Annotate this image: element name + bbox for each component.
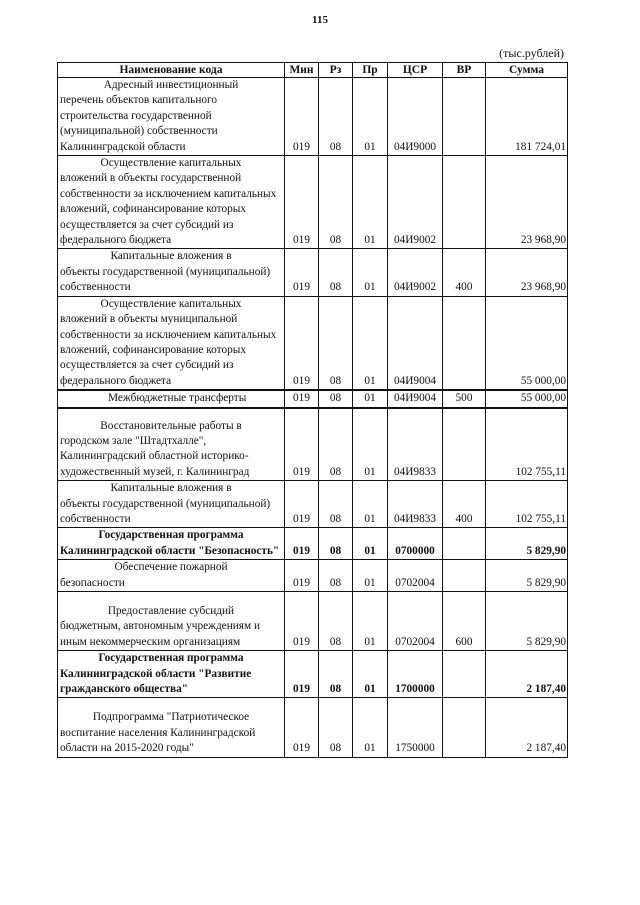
row-sum: 55 000,00 (486, 296, 568, 390)
table-row (58, 481, 568, 528)
row-name-rest: вложений в объекты государственной собственности за исключением капитальных вложений, софинансирование которых осуществляется за счет субсидий из федерального бюджета (60, 172, 277, 247)
table-row (58, 296, 568, 390)
row-csr: 0702004 (388, 560, 443, 592)
table-row (58, 528, 568, 560)
row-vr (443, 651, 486, 698)
row-rz: 08 (319, 78, 353, 156)
row-name-first: Государственная программа (98, 652, 244, 665)
row-pr: 01 (353, 528, 388, 560)
row-sum: 5 829,90 (486, 528, 568, 560)
row-vr (443, 156, 486, 249)
row-min: 019 (285, 390, 319, 407)
row-csr: 04И9000 (388, 78, 443, 156)
row-rz: 08 (319, 249, 353, 296)
row-name-first: Осуществление капитальных (100, 157, 242, 170)
row-name (58, 156, 285, 249)
row-name (58, 408, 285, 481)
row-pr: 01 (353, 698, 388, 757)
row-csr: 0702004 (388, 592, 443, 651)
row-name-rest: вложений в объекты муниципальной собственности за исключением капитальных вложений, софинансирование которых осуществляется за счет субсидий из федерального бюджета (60, 313, 277, 387)
row-name (58, 560, 285, 592)
row-rz: 08 (319, 296, 353, 390)
row-min: 019 (285, 651, 319, 698)
row-name-first: Подпрограмма "Патриотическое (92, 711, 250, 724)
row-rz: 08 (319, 560, 353, 592)
table-row (58, 408, 568, 481)
row-vr (443, 560, 486, 592)
row-name-rest: перечень объектов капитального строительства государственной (муниципальной) собственности Калининградской области (60, 94, 218, 153)
row-sum: 2 187,40 (486, 651, 568, 698)
row-csr: 04И9833 (388, 481, 443, 528)
row-name-rest: Калининградской области "Развитие гражданского общества" (60, 667, 252, 696)
row-sum: 23 968,90 (486, 156, 568, 249)
row-csr: 04И9004 (388, 390, 443, 407)
row-vr: 400 (443, 481, 486, 528)
header-vr: ВР (443, 63, 486, 78)
row-pr: 01 (353, 560, 388, 592)
row-name-first: Капитальные вложения в (110, 250, 232, 263)
row-pr: 01 (353, 296, 388, 390)
row-vr: 600 (443, 592, 486, 651)
row-pr: 01 (353, 408, 388, 481)
row-min: 019 (285, 481, 319, 528)
table-header-row (58, 63, 568, 78)
row-min: 019 (285, 698, 319, 757)
header-sum: Сумма (486, 63, 568, 78)
row-min: 019 (285, 156, 319, 249)
row-name (58, 651, 285, 698)
row-name-rest: бюджетным, автономным учреждениям и иным некоммерческим организациям (60, 620, 261, 648)
row-csr: 04И9002 (388, 156, 443, 249)
row-sum: 23 968,90 (486, 249, 568, 296)
table-row (58, 78, 568, 156)
row-pr: 01 (353, 78, 388, 156)
row-sum: 5 829,90 (486, 560, 568, 592)
row-csr: 0700000 (388, 528, 443, 560)
row-pr: 01 (353, 249, 388, 296)
row-pr: 01 (353, 651, 388, 698)
row-name-first: Государственная программа (98, 529, 244, 542)
row-sum: 102 755,11 (486, 481, 568, 528)
row-min: 019 (285, 528, 319, 560)
row-rz: 08 (319, 528, 353, 560)
row-csr: 1700000 (388, 651, 443, 698)
row-min: 019 (285, 249, 319, 296)
row-pr: 01 (353, 156, 388, 249)
table-row (58, 156, 568, 249)
table-row (58, 560, 568, 592)
table-row (58, 249, 568, 296)
table-row (58, 390, 568, 407)
table-row (58, 698, 568, 757)
row-vr (443, 408, 486, 481)
table-row (58, 651, 568, 698)
row-name (58, 528, 285, 560)
row-min: 019 (285, 560, 319, 592)
row-name (58, 78, 285, 156)
row-min: 019 (285, 592, 319, 651)
row-vr (443, 698, 486, 757)
header-pr: Пр (353, 63, 388, 78)
row-name-rest: воспитание населения Калининградской области на 2015-2020 годы" (60, 726, 256, 755)
table-row (58, 592, 568, 651)
row-name (58, 592, 285, 651)
row-name-rest: объекты государственной (муниципальной) собственности (60, 265, 271, 294)
row-pr: 01 (353, 481, 388, 528)
row-vr (443, 528, 486, 560)
row-min: 019 (285, 296, 319, 390)
row-vr: 400 (443, 249, 486, 296)
row-name-first: Восстановительные работы в (100, 419, 242, 432)
row-rz: 08 (319, 156, 353, 249)
row-csr: 04И9002 (388, 249, 443, 296)
row-csr: 04И9004 (388, 296, 443, 390)
row-sum: 2 187,40 (486, 698, 568, 757)
row-csr: 04И9833 (388, 408, 443, 481)
row-name-rest: Калининградской области "Безопасность" (60, 544, 280, 557)
row-min: 019 (285, 78, 319, 156)
row-vr (443, 78, 486, 156)
header-min: Мин (285, 63, 319, 78)
row-rz: 08 (319, 592, 353, 651)
row-name-first: Капитальные вложения в (110, 482, 232, 495)
row-pr: 01 (353, 592, 388, 651)
row-rz: 08 (319, 408, 353, 481)
row-vr: 500 (443, 390, 486, 407)
budget-table (57, 62, 568, 758)
row-name-first: Осуществление капитальных (100, 297, 242, 310)
row-name (58, 481, 285, 528)
row-name (58, 390, 285, 407)
row-pr: 01 (353, 390, 388, 407)
row-sum: 102 755,11 (486, 408, 568, 481)
row-name-first: Адресный инвестиционный (103, 79, 239, 91)
row-name-first: Межбюджетные трансферты (108, 392, 247, 405)
page-number: 115 (312, 14, 328, 26)
header-csr: ЦСР (388, 63, 443, 78)
row-rz: 08 (319, 698, 353, 757)
row-sum: 5 829,90 (486, 592, 568, 651)
row-rz: 08 (319, 651, 353, 698)
row-vr (443, 296, 486, 390)
row-name-first: Предоставление субсидий (107, 605, 235, 617)
row-name (58, 296, 285, 390)
row-name-first: Обеспечение пожарной (114, 561, 228, 574)
row-name (58, 249, 285, 296)
row-csr: 1750000 (388, 698, 443, 757)
header-name: Наименование кода (58, 63, 285, 78)
header-rz: Рз (319, 63, 353, 78)
row-rz: 08 (319, 390, 353, 407)
row-sum: 181 724,01 (486, 78, 568, 156)
row-name-rest: безопасности (60, 576, 125, 589)
row-name-rest: городском зале "Штадтхалле", Калининградский областной историко-художественный музей, г. Калининград (60, 434, 250, 478)
row-name (58, 698, 285, 757)
row-name-rest: объекты государственной (муниципальной) собственности (60, 497, 271, 525)
row-rz: 08 (319, 481, 353, 528)
units-label: (тыс.рублей) (499, 46, 564, 60)
row-sum: 55 000,00 (486, 390, 568, 407)
row-min: 019 (285, 408, 319, 481)
